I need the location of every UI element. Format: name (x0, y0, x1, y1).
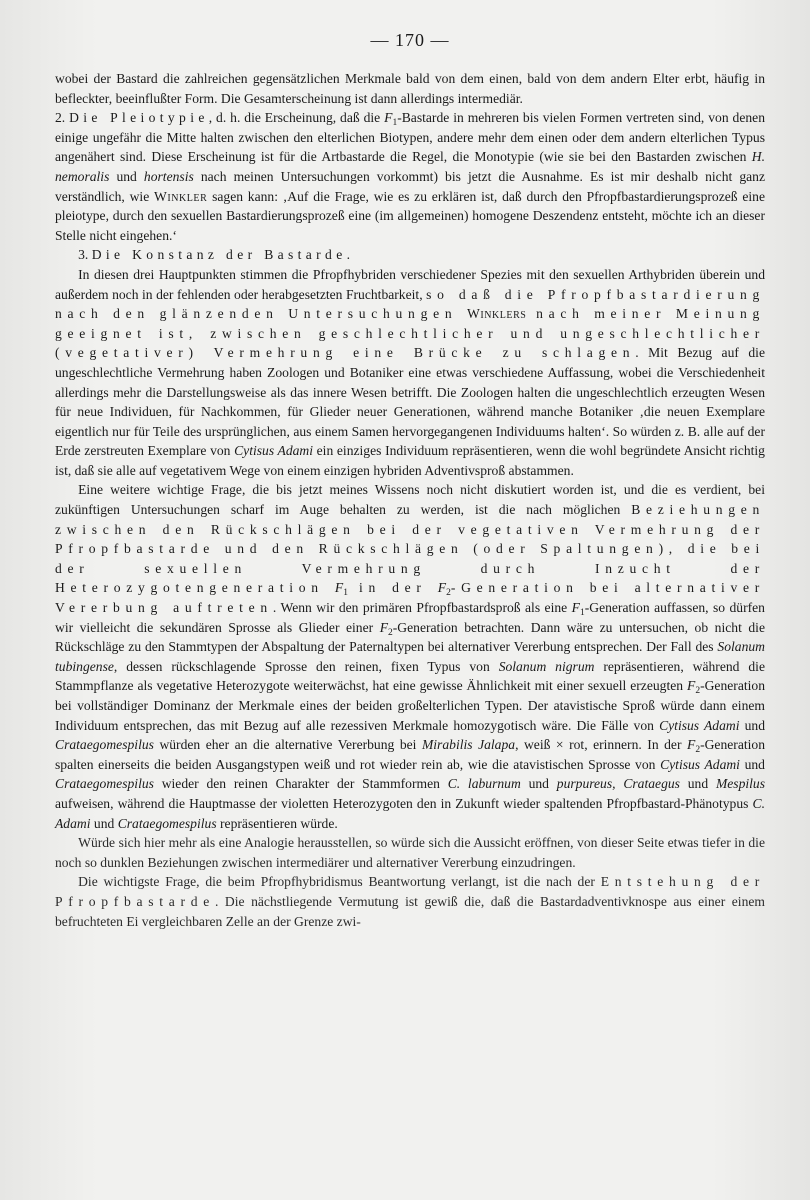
italic-term: C. Adami (55, 795, 765, 831)
italic-term: F (687, 678, 696, 694)
italic-term: F (571, 600, 580, 616)
italic-term: Crataegomespilus (117, 815, 217, 831)
text-run: sagen kann: ‚Auf die Frage, wie es zu erklären ist, daß durch den Pfropfbastardierungsprozeß eine pleiotype, durch den sexuellen Bastardierungsprozeß eine (im allgemeinen) homogene Deszendenz entsteht, möchte ich an dieser Stelle nicht eingehen.‘ (55, 188, 765, 243)
spaced-emphasis: so daß die Pfropfbastardierung nach den glänzenden Untersuchungen (55, 286, 765, 322)
text-run: . Die nächstliegende Vermutung ist gewiß die, daß die Bastardadventivknospe aus einer einem befruchteten Ei vergleichbaren Zelle an der Grenze zwi- (55, 893, 765, 929)
text-run: , weiß × rot, erinnern. In der (515, 737, 687, 753)
italic-term: purpureus, Crataegus (556, 776, 680, 792)
page-number: — 170 — (370, 30, 450, 50)
paragraph-p2 (55, 108, 765, 245)
text-run: und (679, 776, 716, 792)
text-run: und (739, 756, 765, 772)
text-run: repräsentieren würde. (216, 815, 338, 831)
paragraph-p7 (55, 872, 765, 931)
italic-term: Cytisus Adami (659, 717, 740, 733)
text-run: . (346, 247, 350, 263)
spaced-emphasis: Entstehung der Pfropfbastarde (55, 874, 766, 909)
body-text (55, 69, 765, 931)
italic-term: H. nemoralis (55, 149, 765, 184)
subscript: 2 (446, 588, 451, 599)
text-run: und (520, 776, 557, 792)
author-name: Winklers (467, 306, 527, 322)
spaced-emphasis: -Generation bei alternativer Vererbung auftreten (55, 580, 765, 616)
text-run: -Generation spalten einerseits die beiden Ausgangstypen weiß und rot wieder rein ab, wie die atavistischen Sprosse von (55, 737, 765, 772)
text-run: nach meinen Untersuchungen vorkommt) bis jetzt die Ausnahme. Es ist mir deshalb nicht ganz verständlich, wie (55, 168, 765, 204)
spaced-heading: Die Pleiotypie (69, 110, 209, 126)
italic-term: Solanum tubingense (55, 639, 765, 674)
paragraph-p3 (55, 245, 765, 265)
text-run: repräsentieren, während die Stammpflanze als vegetative Heterozygote weiterwächst, hat eine gewisse Ähnlichkeit mit einer sexuell erzeugten (55, 658, 765, 694)
text-run: wobei der Bastard die zahlreichen gegensätzlichen Merkmale bald von dem einen, bald von dem andern Elter erbt, häufig in befleckter, beeinflußter Form. Die Gesamterscheinung ist dann allerdings intermediär. (55, 71, 765, 106)
text-run: -Bastarde in mehreren bis vielen Formen vertreten sind, von denen einige ungefähr die Mitte halten zwischen den elterlichen Biotypen, andere mehr dem einen oder dem andern elterlichen Typus angenähert sind. Diese Erscheinung ist für die Artbastarde die Regel, die Monotypie (wie sie bei den Bastarden zwischen (55, 110, 765, 165)
text-run: und (90, 815, 118, 831)
italic-term: F (437, 580, 447, 596)
subscript: 2 (388, 627, 393, 638)
subscript: 2 (695, 745, 701, 756)
text-run: 2. (55, 110, 70, 126)
text-run: -Generation bei vollständiger Dominanz der Merkmale eines der beiden großelterlichen Typen. Der atavistische Sproß würde dann einem Individuum entsprechen, das mit Bezug auf alle rezessiven Merkmale homozygotisch wäre. Die Fälle von (55, 678, 765, 733)
text-run: 3. (78, 247, 92, 263)
text-run: . Mit Bezug auf die ungeschlechtliche Vermehrung haben Zoologen und Botaniker eine etwas verschiedene Auffassung, wobei die Verschiedenheit allerdings mehr die Darstellungsweise als das innere Wesen betrifft. Die Zoologen halten die ungeschlechtlich erzeugten Wesen für neue Individuen, für Nachkommen, für Glieder neuer Generationen, während manche Botaniker ‚die neuen Exemplare eigentlich nur für Teile des ursprünglichen, aus einem Samen hervorgegangenen Individuums halten‘. So würden z. B. alle auf der Erde zerstreuten Exemplare von (55, 345, 765, 459)
text-run: Eine weitere wichtige Frage, die bis jetzt meines Wissens noch nicht diskutiert worden ist, und die es verdient, bei zukünftigen Untersuchungen scharf im Auge behalten zu werden, ist die nach möglichen (55, 482, 765, 518)
italic-term: F (334, 580, 344, 596)
italic-term: Solanum nigrum (498, 658, 595, 674)
text-run: -Generation auffassen, so dürfen wir vielleicht die sekundären Sprosse als Glieder einer (55, 600, 765, 635)
italic-term: F (384, 110, 393, 126)
author-name: Winkler (154, 188, 208, 204)
text-run: wieder den reinen Charakter der Stammformen (153, 776, 448, 792)
subscript: 1 (392, 118, 398, 129)
text-run: aufweisen, während die Hauptmasse der violetten Heterozygoten den in Zukunft wieder spaltenden Pfropfbastard-Phänotypus (55, 795, 753, 811)
text-run: würden eher an die alternative Vererbung bei (153, 737, 422, 753)
italic-term: Crataegomespilus (55, 737, 154, 753)
spaced-emphasis: nach meiner Meinung geeignet ist, zwischen geschlechtlicher und ungeschlechtlicher (vegetativer) Vermehrung eine Brücke zu schlagen (55, 306, 765, 361)
paragraph-p6 (55, 833, 765, 872)
text-run: Würde sich hier mehr als eine Analogie herausstellen, so würde sich die Aussicht eröffnen, von dieser Seite etwas tiefer in die noch so dunklen Beziehungen zwischen intermediärer und alternativer Vererbung einzudringen. (55, 835, 765, 870)
spaced-emphasis: in der (347, 580, 438, 596)
paragraph-p5 (55, 480, 765, 833)
italic-term: Crataegomespilus (55, 776, 154, 792)
text-run: und (739, 717, 765, 733)
italic-term: Mespilus (715, 776, 766, 792)
italic-term: C. laburnum (447, 776, 521, 792)
italic-term: F (379, 619, 388, 635)
italic-term: hortensis (143, 168, 194, 184)
text-run: , dessen rückschlagende Sprosse den reinen, fixen Typus von (113, 658, 499, 674)
italic-term: F (687, 737, 696, 753)
text-run: . Wenn wir den primären Pfropfbastardsproß als eine (272, 600, 572, 616)
text-run: In diesen drei Hauptpunkten stimmen die Pfropfhybriden verschiedener Spezies mit den sexuellen Arthybriden überein und außerdem noch in der fehlenden oder herabgesetzten Fruchtbarkeit, (55, 266, 765, 302)
text-run: Die wichtigste Frage, die beim Pfropfhybridismus Beantwortung verlangt, ist die nach der (78, 874, 601, 890)
paragraph-p4 (55, 265, 765, 481)
text-run: und (109, 168, 144, 184)
subscript: 1 (343, 588, 348, 599)
paragraph-p1 (55, 69, 765, 108)
italic-term: Mirabilis Jalapa (421, 737, 516, 753)
subscript: 2 (695, 686, 701, 697)
subscript: 1 (579, 607, 585, 618)
spaced-heading: Die Konstanz der Bastarde (91, 247, 347, 263)
italic-term: Cytisus Adami (660, 756, 740, 772)
text-run: -Generation betrachten. Dann wäre zu untersuchen, ob nicht die Rückschläge zu den Stammtypen der Abspaltung der Paternaltypen bei alternativer Vererbung entsprechen. Der Fall des (55, 619, 765, 655)
text-run: , d. h. die Erscheinung, daß die (208, 110, 385, 126)
text-run: ein einziges Individuum repräsentieren, wenn die wohl begründete Ansicht richtig ist, daß sie alle auf vegetativem Wege von einem einzigen hybriden Adventivsproß abstammen. (55, 443, 765, 478)
italic-term: Cytisus Adami (234, 443, 314, 459)
spaced-emphasis: Beziehungen zwischen den Rückschlägen bei der vegetativen Vermehrung der Pfropfbastarde und den Rückschlägen (oder Spaltungen), die bei der sexuellen Vermehrung durch Inzucht der Heterozygotengeneration (55, 502, 765, 596)
